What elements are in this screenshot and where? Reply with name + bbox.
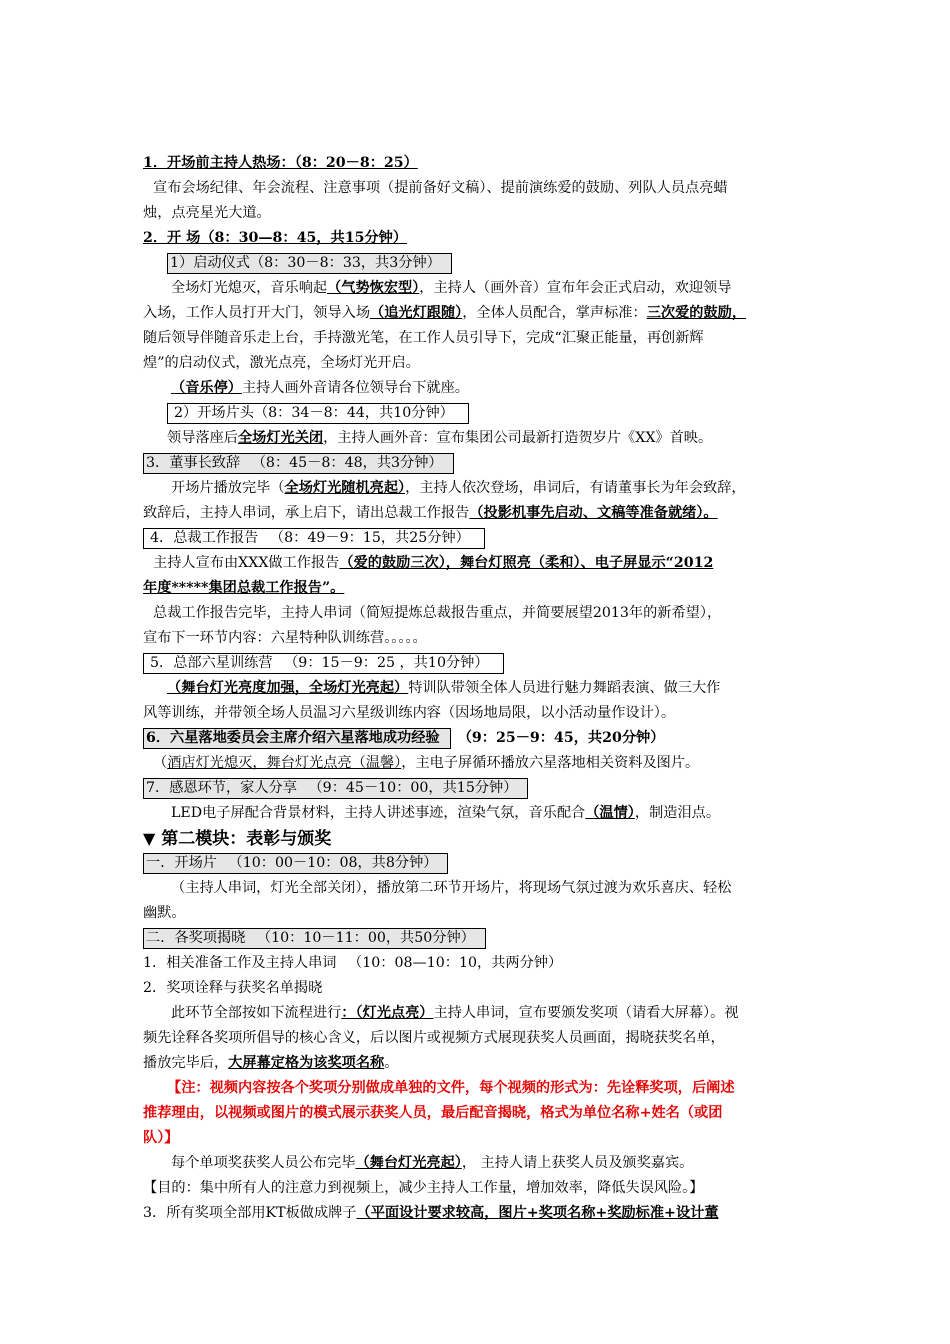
paragraph-line: 煌”的启动仪式，激光点亮，全场灯光开启。 — [143, 355, 420, 371]
paragraph-line: （主持人串词，灯光全部关闭），播放第二环节开场片，将现场气氛过渡为欢乐喜庆、轻松 — [171, 880, 732, 896]
paragraph-line: 总裁工作报告完毕，主持人串词（简短提炼总裁报告重点，并简要展望2013年的新希望）， — [153, 605, 722, 621]
paragraph-line: 年度*****集团总裁工作报告”。 — [143, 580, 345, 596]
list-item: 1．相关准备工作及主持人串词 （10：08—10：10，共两分钟） — [143, 955, 563, 971]
paragraph-line: （酒店灯光熄灭，舞台灯光点亮（温馨），主电子屏循环播放六星落地相关资料及图片。 — [153, 755, 700, 771]
paragraph-line: 宣布会场纪律、年会流程、注意事项（提前备好文稿）、提前演练爱的鼓励、列队人员点亮蜡 — [153, 180, 728, 196]
list-item: 3．所有奖项全部用KT板做成牌子（平面设计要求较高，图片+奖项名称+奖励标准+设计董 — [143, 1205, 719, 1221]
paragraph-line: 开场片播放完毕（全场灯光随机亮起），主持人依次登场，串词后，有请董事长为年会致辞， — [171, 480, 746, 496]
note-line: 推荐理由，以视频或图片的模式展示获奖人员，最后配音揭晓，格式为单位名称+姓名（或团 — [143, 1105, 723, 1121]
subsection-box: 2）开场片头（8：34－8：44，共10分钟） — [143, 401, 815, 426]
section-1-heading: 1．开场前主持人热场：（8：20－8：25） — [143, 155, 418, 171]
paragraph-line: LED电子屏配合背景材料，主持人讲述事迹，渲染气氛，音乐配合（温情），制造泪点。 — [171, 805, 721, 821]
note-line: 【注：视频内容按各个奖项分别做成单独的文件，每个视频的形式为：先诠释奖项，后阐述 — [167, 1080, 735, 1096]
document-page — [143, 151, 815, 1226]
subsection-2-heading: 二．各奖项揭晓 （10：10－11：00，共50分钟） — [143, 926, 815, 951]
paragraph-line: 主持人宣布由XXX做工作报告（爱的鼓励三次），舞台灯照亮（柔和）、电子屏显示“2012 — [153, 555, 714, 571]
paragraph-line: 频先诠释各奖项所倡导的核心含义，后以图片或视频方式展现获奖人员画面，揭晓获奖名单， — [143, 1030, 725, 1046]
list-item: 2．奖项诠释与获奖名单揭晓 — [143, 980, 323, 996]
subsection-1-heading: 一．开场片 （10：00－10：08，共8分钟） — [143, 851, 815, 876]
paragraph-line: 随后领导伴随音乐走上台，手持激光笔，在工作人员引导下，完成“汇聚正能量，再创新辉 — [143, 330, 704, 346]
paragraph-line: 幽默。 — [143, 905, 186, 921]
paragraph-line: （音乐停）主持人画外音请各位领导台下就座。 — [171, 380, 469, 396]
module-2-heading: ▼ 第二模块：表彰与颁奖 — [143, 829, 332, 849]
paragraph-line: 此环节全部按如下流程进行：（灯光点亮）主持人串词，宣布要颁发奖项（请看大屏幕）。视 — [171, 1005, 739, 1021]
paragraph-line: 播放完毕后，大屏幕定格为该奖项名称。 — [143, 1055, 399, 1071]
section-4-heading: 4．总裁工作报告 （8：49－9：15，共25分钟） — [143, 526, 815, 551]
paragraph-line: 每个单项奖获奖人员公布完毕（舞台灯光亮起）， 主持人请上获奖人员及颁奖嘉宾。 — [171, 1155, 694, 1171]
triangle-down-icon: ▼ — [143, 829, 156, 848]
paragraph-line: 【目的：集中所有人的注意力到视频上，减少主持人工作量，增加效率，降低失误风险。】 — [143, 1180, 704, 1196]
section-3-heading: 3．董事长致辞 （8：45－8：48，共3分钟） — [143, 451, 815, 476]
paragraph-line: 领导落座后全场灯光关闭，主持人画外音：宣布集团公司最新打造贺岁片《XX》首映。 — [167, 430, 713, 446]
section-2-heading: 2．开 场（8：30—8：45，共15分钟） — [143, 230, 408, 246]
paragraph-line: 宣布下一环节内容：六星特种队训练营。。。。。 — [143, 630, 427, 646]
paragraph-line: 全场灯光熄灭，音乐响起（气势恢宏型），主持人（画外音）宣布年会正式启动，欢迎领导 — [171, 280, 732, 296]
section-6-heading: 6．六星落地委员会主席介绍六星落地成功经验 （9：25－9：45，共20分钟） — [143, 726, 815, 751]
section-7-heading: 7．感恩环节，家人分享 （9：45－10：00，共15分钟） — [143, 776, 815, 801]
paragraph-line: 入场，工作人员打开大门，领导入场（追光灯跟随），全体人员配合，掌声标准：三次爱的鼓励， — [143, 305, 747, 321]
paragraph-line: 风等训练，并带领全场人员温习六星级训练内容（因场地局限，以小活动量作设计）。 — [143, 705, 676, 721]
paragraph-line: 烛，点亮星光大道。 — [143, 205, 271, 221]
paragraph-line: （舞台灯光亮度加强，全场灯光亮起）特训队带领全体人员进行魅力舞蹈表演、做三大作 — [167, 680, 721, 696]
subsection-box: 1）启动仪式（8：30－8：33，共3分钟） — [143, 251, 815, 276]
note-line: 队）】 — [143, 1130, 179, 1146]
section-5-heading: 5．总部六星训练营 （9：15－9：25 ，共10分钟） — [143, 651, 815, 676]
paragraph-line: 致辞后，主持人串词，承上启下，请出总裁工作报告（投影机事先启动、文稿等准备就绪）。 — [143, 505, 718, 521]
